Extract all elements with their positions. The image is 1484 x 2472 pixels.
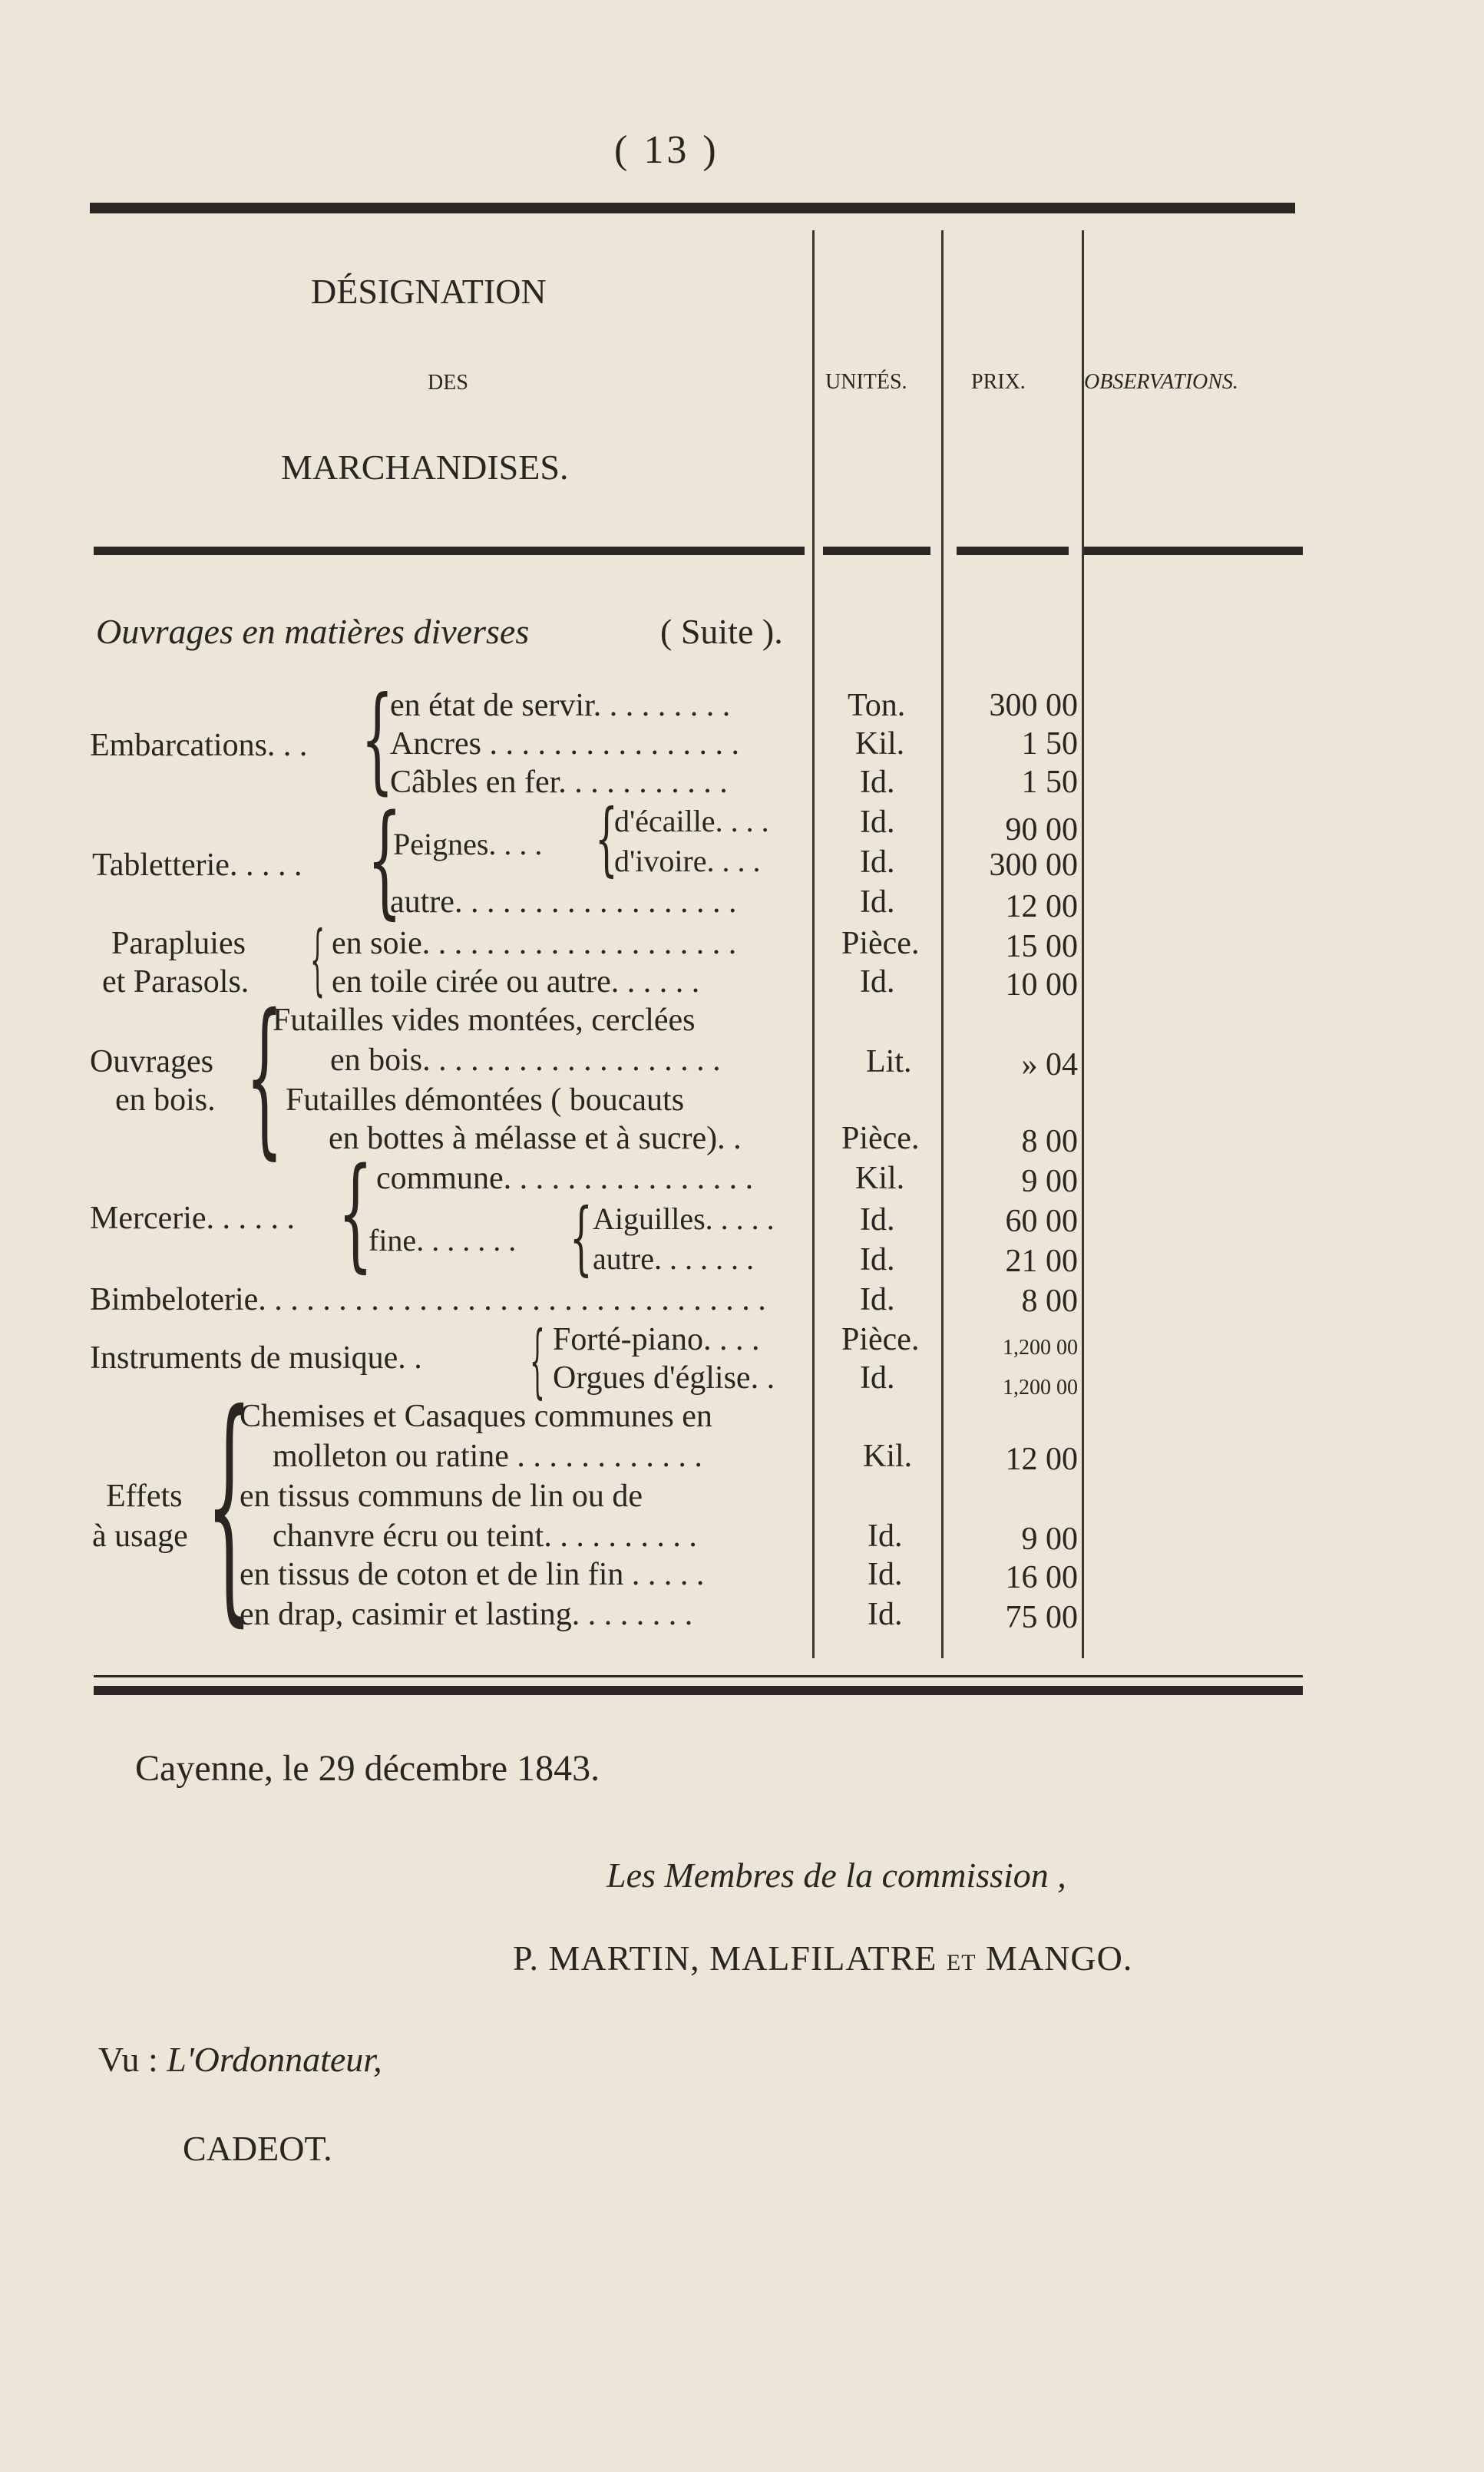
item-unit: Pièce. xyxy=(841,1121,920,1156)
header-designation: DÉSIGNATION xyxy=(311,272,547,311)
header-observations: OBSERVATIONS. xyxy=(1084,370,1238,394)
brace: { xyxy=(570,1191,593,1284)
item-unit: Kil. xyxy=(855,1161,905,1196)
item-price: 10 00 xyxy=(1005,967,1078,1003)
item-unit: Id. xyxy=(860,805,895,840)
section-suite: ( Suite ). xyxy=(660,612,783,651)
item-price: 1,200 00 xyxy=(1003,1336,1078,1360)
column-divider-observations xyxy=(1082,230,1084,1658)
item-unit: Ton. xyxy=(848,688,906,723)
brace: { xyxy=(206,1362,253,1647)
item-unit: Id. xyxy=(860,844,895,880)
a-usage-label: à usage xyxy=(92,1519,188,1554)
item-price: 16 00 xyxy=(1005,1560,1078,1595)
item-text: Câbles en fer. . . . . . . . . . . xyxy=(390,765,728,800)
item-text: Aiguilles. . . . . xyxy=(593,1201,775,1236)
item-price: 12 00 xyxy=(1005,1442,1078,1477)
item-unit: Lit. xyxy=(866,1044,912,1079)
header-rule-unites xyxy=(823,547,930,555)
column-divider-unites xyxy=(812,230,815,1658)
item-price: 90 00 xyxy=(1005,812,1078,848)
item-price: 1 50 xyxy=(1021,765,1078,800)
tabletterie-label: Tabletterie. . . . . xyxy=(92,848,302,883)
top-rule xyxy=(90,203,1295,213)
en-bois-label: en bois. xyxy=(115,1082,216,1118)
item-unit: Kil. xyxy=(855,726,905,762)
item-text: autre. . . . . . . xyxy=(593,1241,754,1276)
header-unites: UNITÉS. xyxy=(825,370,907,394)
brace: { xyxy=(246,978,283,1175)
brace: { xyxy=(530,1314,545,1407)
item-price: 8 00 xyxy=(1021,1284,1078,1319)
vu-label xyxy=(98,2042,382,2077)
header-rule-prix xyxy=(957,547,1069,555)
embarcations-label: Embarcations. . . xyxy=(90,728,308,763)
item-text: commune. . . . . . . . . . . . . . . . xyxy=(376,1161,754,1196)
item-unit: Id. xyxy=(868,1519,903,1554)
peignes-label: Peignes. . . . xyxy=(393,827,543,861)
item-unit: Id. xyxy=(860,884,895,920)
brace: { xyxy=(361,673,394,806)
item-text: molleton ou ratine . . . . . . . . . . . . xyxy=(273,1439,702,1474)
item-price: 9 00 xyxy=(1021,1164,1078,1199)
brace: { xyxy=(338,1141,373,1284)
item-unit: Id. xyxy=(868,1597,903,1632)
item-text: en état de servir. . . . . . . . . xyxy=(390,688,731,723)
item-unit: Id. xyxy=(868,1557,903,1592)
item-unit: Id. xyxy=(860,1282,895,1317)
header-marchandises: MARCHANDISES. xyxy=(281,448,569,487)
header-rule-observations xyxy=(1084,547,1303,555)
page-number: ( 13 ) xyxy=(614,128,719,172)
signatories xyxy=(513,1938,1133,1978)
item-text: en tissus de coton et de lin fin . . . . . xyxy=(240,1557,705,1592)
item-price: 1,200 00 xyxy=(1003,1376,1078,1400)
commission-line: Les Membres de la commission , xyxy=(606,1856,1066,1895)
signatory-names: P. MARTIN, MALFILATRE xyxy=(513,1938,937,1978)
item-price: 300 00 xyxy=(989,688,1078,723)
item-price: 1 50 xyxy=(1021,726,1078,762)
item-price: 21 00 xyxy=(1005,1244,1078,1279)
brace: { xyxy=(595,792,618,885)
fine-label: fine. . . . . . . xyxy=(369,1223,517,1257)
mercerie-label: Mercerie. . . . . . xyxy=(90,1201,296,1236)
header-prix: PRIX. xyxy=(971,370,1026,394)
ouvrages-label: Ouvrages xyxy=(90,1044,213,1079)
item-unit: Id. xyxy=(860,765,895,800)
item-text: d'écaille. . . . xyxy=(614,804,769,838)
parapluies-label: Parapluies xyxy=(111,926,246,961)
item-text: en toile cirée ou autre. . . . . . xyxy=(332,964,700,1000)
item-price: 12 00 xyxy=(1005,889,1078,924)
item-price: 60 00 xyxy=(1005,1204,1078,1239)
item-price: 9 00 xyxy=(1021,1522,1078,1557)
item-unit: Kil. xyxy=(863,1439,913,1474)
bottom-rule-thick xyxy=(94,1686,1303,1695)
item-text: d'ivoire. . . . xyxy=(614,844,761,878)
item-price: 300 00 xyxy=(989,848,1078,883)
section-title: Ouvrages en matières diverses xyxy=(96,612,530,651)
item-unit: Pièce. xyxy=(841,926,920,961)
item-text: en drap, casimir et lasting. . . . . . . . xyxy=(240,1597,693,1632)
item-unit: Pièce. xyxy=(841,1322,920,1357)
place-date: Cayenne, le 29 décembre 1843. xyxy=(135,1748,600,1789)
item-unit: Id. xyxy=(860,964,895,1000)
item-text: Orgues d'église. . xyxy=(553,1360,775,1396)
column-divider-prix xyxy=(941,230,944,1658)
item-price: » 04 xyxy=(1021,1047,1078,1082)
signatory-et: ET xyxy=(946,1950,977,1975)
item-text: Ancres . . . . . . . . . . . . . . . . xyxy=(390,726,739,762)
bimbeloterie-label: Bimbeloterie. . . . . . . . . . . . . . . . . . . . . . . . . . . . . . . . xyxy=(90,1282,766,1317)
item-unit: Id. xyxy=(860,1360,895,1396)
signatory-mango: MANGO. xyxy=(986,1938,1133,1978)
item-text: chanvre écru ou teint. . . . . . . . . . xyxy=(273,1519,697,1554)
item-text: Chemises et Casaques communes en xyxy=(240,1399,712,1434)
item-price: 8 00 xyxy=(1021,1124,1078,1159)
item-text: Forté-piano. . . . xyxy=(553,1322,760,1357)
item-text: en bois. . . . . . . . . . . . . . . . . . . xyxy=(330,1043,721,1078)
item-text: autre. . . . . . . . . . . . . . . . . . xyxy=(390,884,737,920)
brace: { xyxy=(367,788,402,931)
item-price: 75 00 xyxy=(1005,1600,1078,1635)
item-text: en soie. . . . . . . . . . . . . . . . . . . . xyxy=(332,926,737,961)
item-price: 15 00 xyxy=(1005,929,1078,964)
header-des: DES xyxy=(428,371,468,395)
item-text: Futailles démontées ( boucauts xyxy=(286,1082,685,1118)
parasols-label: et Parasols. xyxy=(102,964,250,1000)
brace: { xyxy=(310,914,326,1004)
item-unit: Id. xyxy=(860,1242,895,1277)
item-unit: Id. xyxy=(860,1202,895,1238)
item-text: en tissus communs de lin ou de xyxy=(240,1479,643,1514)
effets-label: Effets xyxy=(106,1479,183,1514)
bottom-rule-thin xyxy=(94,1675,1303,1677)
item-text: en bottes à mélasse et à sucre). . xyxy=(329,1121,742,1156)
header-rule-designation xyxy=(94,547,805,555)
cadeot-signature: CADEOT. xyxy=(183,2129,332,2168)
vu: Vu : xyxy=(98,2040,158,2079)
instruments-label: Instruments de musique. . xyxy=(90,1340,422,1376)
item-text: Futailles vides montées, cerclées xyxy=(273,1003,696,1038)
ordonnateur: L'Ordonnateur, xyxy=(167,2040,382,2079)
